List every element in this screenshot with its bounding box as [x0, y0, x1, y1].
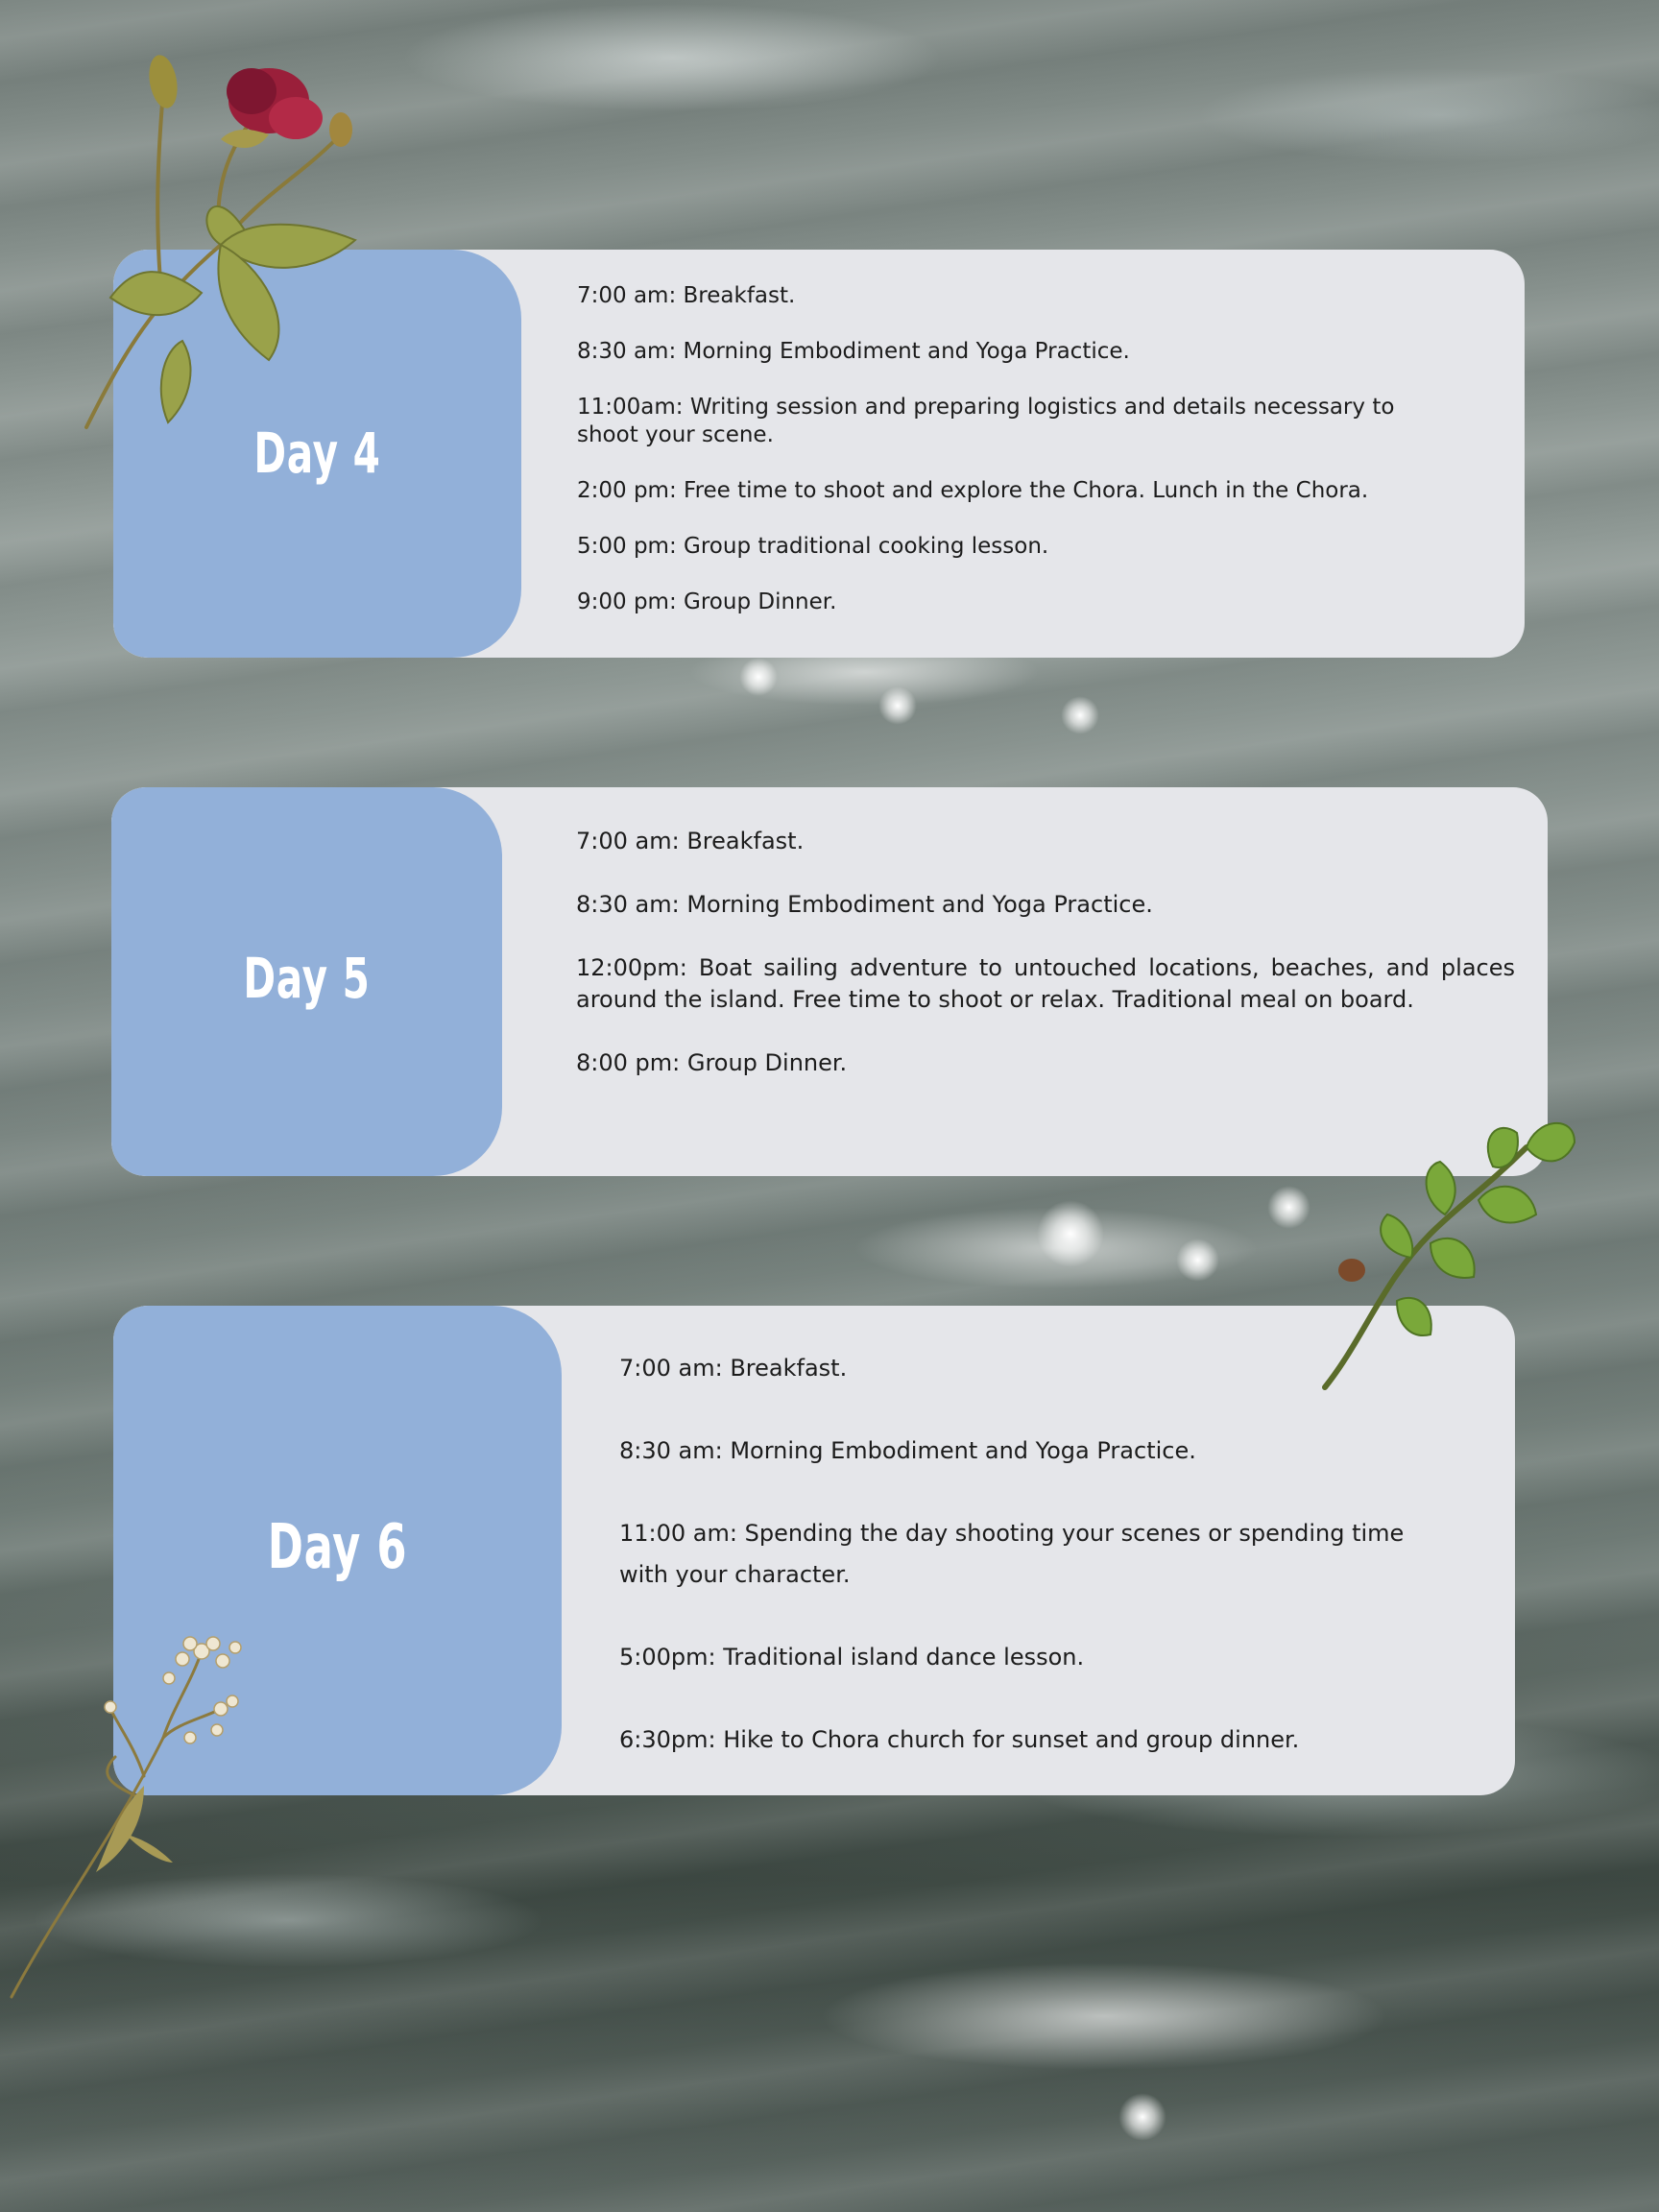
water-sparkle: [878, 686, 917, 725]
schedule-item: 12:00pm: Boat sailing adventure to untouched locations, beaches, and places around the island. Free time to shoot or relax. Traditional meal on board.: [576, 954, 1515, 1013]
schedule-item: 8:30 am: Morning Embodiment and Yoga Practice.: [577, 339, 1130, 364]
schedule-item: 6:30pm: Hike to Chora church for sunset and group dinner.: [619, 1726, 1300, 1753]
water-sparkle: [1118, 2093, 1166, 2141]
day-4-title: Day 4: [253, 421, 381, 486]
day-6-card: [113, 1306, 1515, 1795]
schedule-item: 7:00 am: Breakfast.: [619, 1355, 848, 1382]
green-leaf-sprig-icon: [1315, 1109, 1584, 1397]
schedule-item: 8:00 pm: Group Dinner.: [576, 1049, 848, 1076]
schedule-item: 7:00 am: Breakfast.: [577, 283, 796, 308]
schedule-item: 11:00am: Writing session and preparing logistics and details necessary to shoot your scene.: [577, 395, 1395, 447]
water-sparkle: [1176, 1238, 1219, 1282]
dried-rose-icon: [67, 34, 374, 456]
schedule-item: 8:30 am: Morning Embodiment and Yoga Practice.: [619, 1437, 1196, 1464]
schedule-item: 2:00 pm: Free time to shoot and explore the Chora. Lunch in the Chora.: [577, 478, 1369, 503]
water-sparkle: [739, 658, 778, 696]
day-5-schedule: [576, 826, 1515, 1111]
day-5-panel: [111, 787, 502, 1176]
dried-wildflower-icon: [0, 1623, 269, 2007]
day-5-title: Day 5: [243, 946, 371, 1011]
water-sparkle: [1267, 1186, 1310, 1229]
schedule-item: 5:00 pm: Group traditional cooking lesson.: [577, 534, 1049, 559]
schedule-item: 8:30 am: Morning Embodiment and Yoga Practice.: [576, 891, 1153, 918]
water-sparkle: [1037, 1200, 1104, 1267]
day-6-title: Day 6: [267, 1512, 408, 1583]
schedule-item: 5:00pm: Traditional island dance lesson.: [619, 1644, 1085, 1671]
water-sparkle: [1061, 696, 1099, 734]
day-6-schedule: [619, 1348, 1416, 1795]
day-4-schedule: [577, 282, 1460, 644]
schedule-item: 11:00 am: Spending the day shooting your scenes or spending time with your character.: [619, 1520, 1405, 1588]
schedule-item: 9:00 pm: Group Dinner.: [577, 589, 837, 614]
schedule-item: 7:00 am: Breakfast.: [576, 828, 805, 854]
